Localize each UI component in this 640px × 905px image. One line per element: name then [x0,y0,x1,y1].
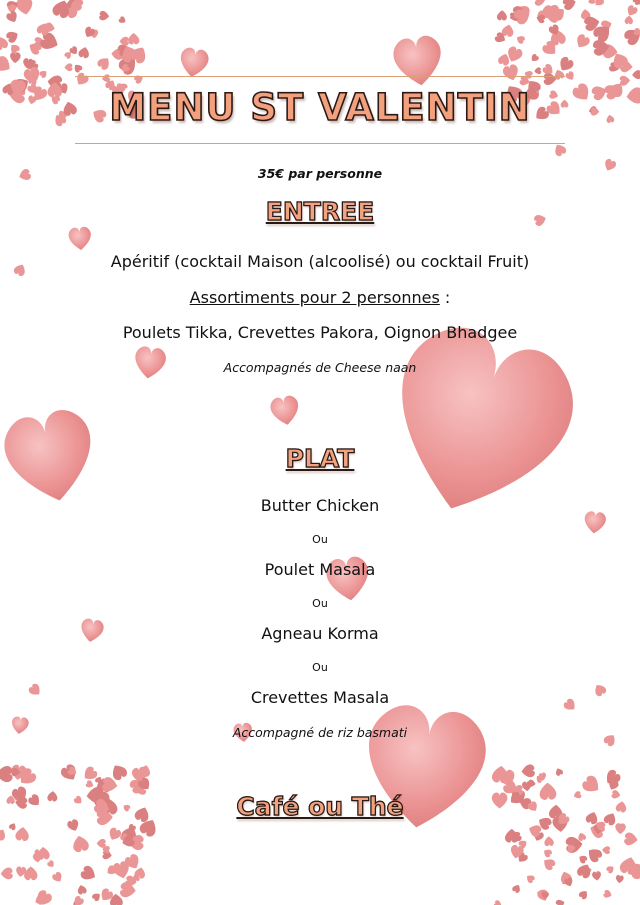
plat-dish-2: Poulet Masala [264,560,376,579]
confetti-heart [592,871,602,881]
confetti-heart [5,29,20,44]
confetti-heart [72,62,83,73]
confetti-heart [38,69,48,79]
plat-side: Accompagné de riz basmati [232,725,408,740]
confetti-heart [78,46,91,59]
confetti-heart [5,10,19,25]
confetti-heart [0,867,13,879]
plat-separator-2: Ou [312,597,328,610]
confetti-heart [534,67,542,75]
confetti-heart [544,73,557,85]
confetti-heart [64,63,72,71]
confetti-heart [525,873,536,884]
confetti-heart [565,70,577,82]
entree-assortment-items: Poulets Tikka, Crevettes Pakora, Oignon Bhadgee [122,323,518,342]
confetti-heart [99,11,110,21]
menu-title: MENU ST VALENTIN [109,86,531,129]
plat-separator-1: Ou [312,533,328,546]
confetti-heart [533,0,546,6]
confetti-heart [85,780,95,790]
confetti-heart [76,884,87,895]
confetti-heart [97,839,106,848]
confetti-heart [542,847,553,858]
price-per-person: 35€ par personne [257,166,383,181]
entree-side: Accompagnés de Cheese naan [223,360,417,375]
confetti-heart [615,875,624,884]
entree-aperitif: Apéritif (cocktail Maison (alcoolisé) ou cocktail Fruit) [110,252,530,271]
confetti-heart [51,871,64,884]
confetti-heart [493,900,503,905]
confetti-heart [554,767,564,777]
confetti-heart [0,827,8,842]
confetti-heart [91,891,102,902]
confetti-heart [71,834,90,853]
confetti-heart [541,856,557,872]
confetti-heart [118,16,127,25]
confetti-heart [587,0,596,5]
confetti-heart [33,853,43,863]
confetti-heart [552,142,567,158]
heart-mid-1 [68,226,92,251]
confetti-heart [8,822,17,831]
confetti-heart [562,0,577,11]
heart-mid-3 [269,394,301,427]
title-rule-top [75,76,565,77]
confetti-heart [119,37,128,46]
confetti-heart [632,70,640,79]
confetti-heart [15,826,30,841]
confetti-heart [577,853,588,864]
confetti-heart [585,845,604,864]
confetti-heart [10,52,21,63]
heart-top [391,34,445,89]
heart-top-left [178,46,210,79]
confetti-heart [128,33,140,45]
confetti-heart [544,836,554,846]
confetti-heart [615,823,626,834]
title-rule-bottom [75,143,565,144]
confetti-heart [602,846,610,854]
entree-heading: ENTREE [265,197,375,226]
dessert-heading: Café ou Thé [236,792,404,821]
confetti-heart [605,864,615,874]
confetti-heart [0,766,13,782]
confetti-heart [79,864,98,883]
confetti-heart [515,34,526,45]
entree-assortment-line [0,288,640,307]
confetti-heart [24,867,37,881]
confetti-heart [625,4,639,18]
confetti-heart [632,0,640,6]
confetti-heart [529,53,539,63]
plat-separator-3: Ou [312,661,328,674]
plat-dish-1: Butter Chicken [260,496,380,515]
confetti-heart [46,859,56,869]
confetti-heart [603,889,613,899]
assortment-label: Assortiments pour 2 personnes [189,288,440,307]
confetti-heart [502,63,521,82]
plat-dish-4: Crevettes Masala [250,688,390,707]
confetti-heart [521,764,535,778]
confetti-heart [578,888,590,900]
confetti-heart [624,832,639,847]
confetti-heart [511,883,522,894]
assortment-colon: : [439,288,451,307]
confetti-heart [573,33,591,51]
confetti-heart [497,10,507,21]
confetti-heart [555,898,566,905]
confetti-heart [505,829,519,843]
confetti-heart [624,15,633,24]
plat-heading: PLAT [285,444,355,473]
large-hearts [0,34,607,836]
confetti-heart [107,826,123,842]
confetti-heart [96,55,113,72]
plat-dish-3: Agneau Korma [261,624,379,643]
